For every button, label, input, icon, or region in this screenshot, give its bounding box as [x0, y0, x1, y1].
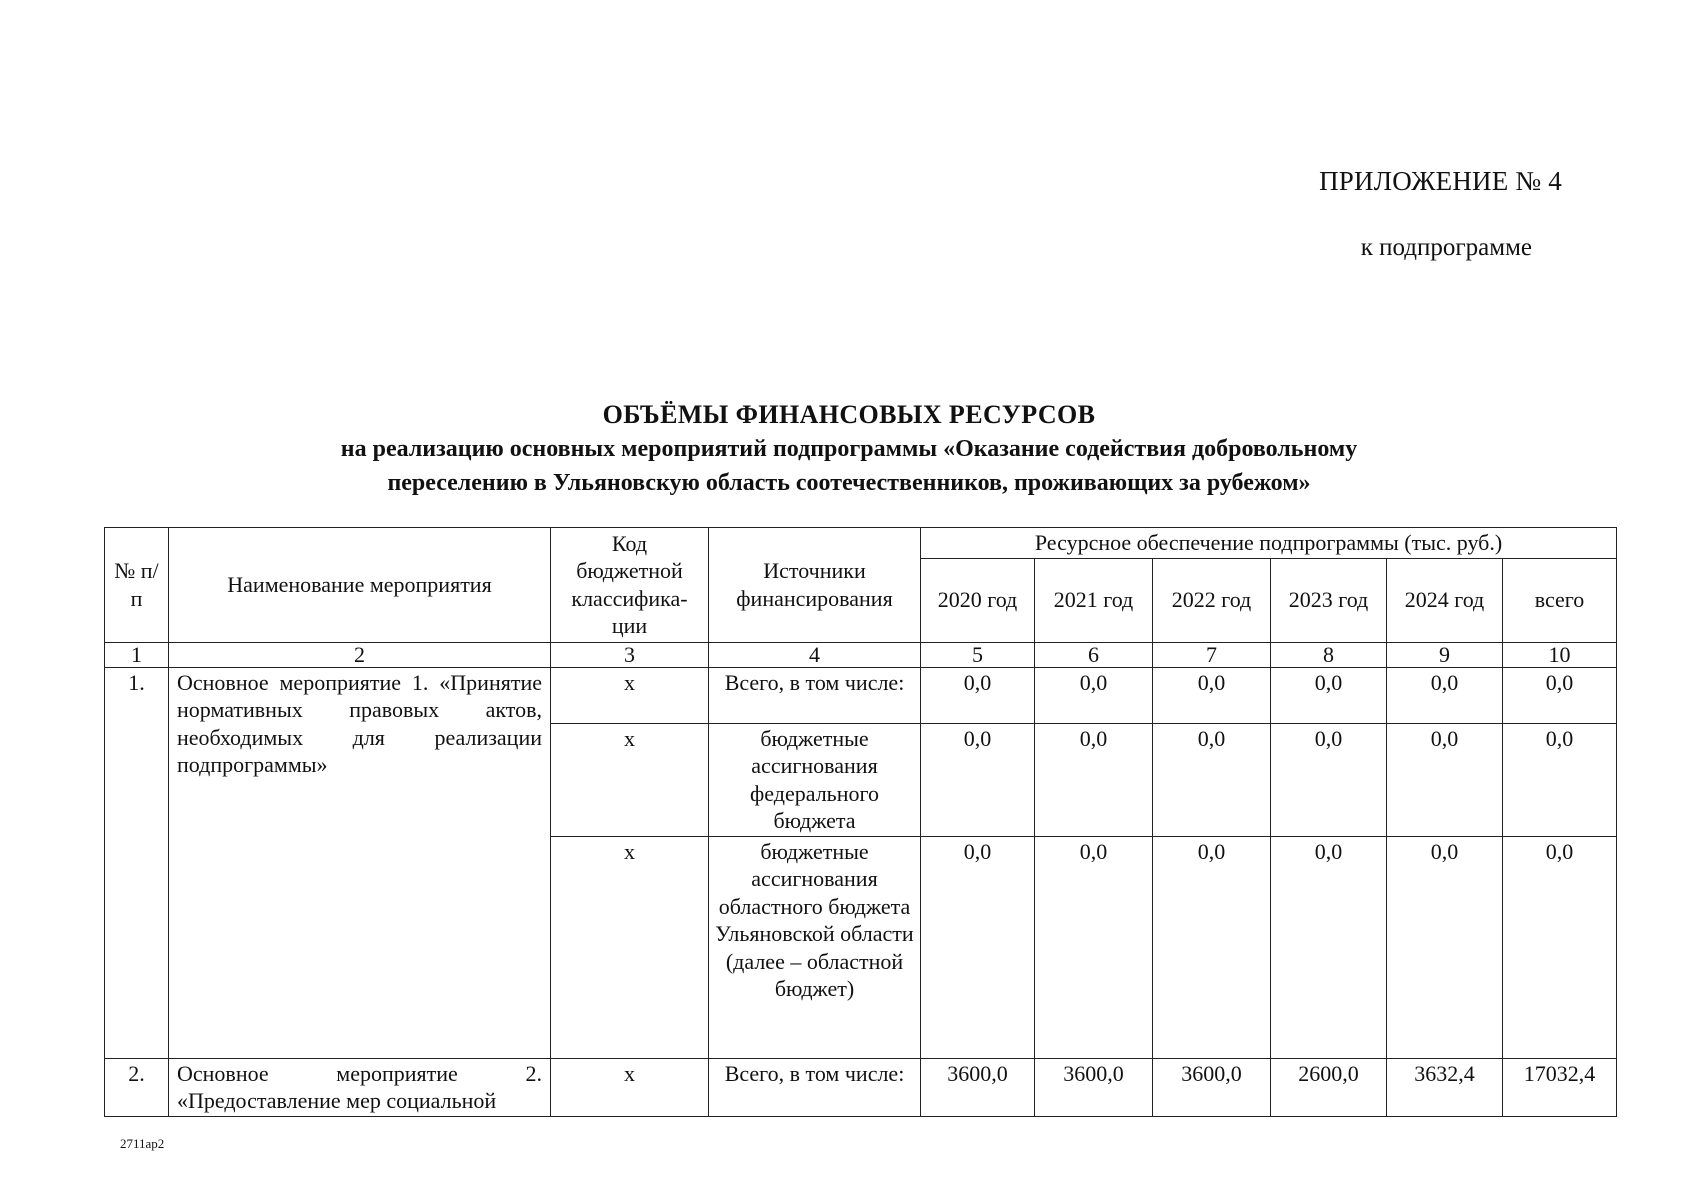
header-total: всего [1503, 558, 1617, 642]
kbk-cell: х [551, 667, 709, 723]
value-cell: 0,0 [921, 836, 1035, 1058]
value-cell: 3600,0 [921, 1058, 1035, 1116]
source-cell: Всего, в том числе: [709, 667, 921, 723]
column-number: 5 [921, 642, 1035, 667]
column-number: 4 [709, 642, 921, 667]
column-number: 7 [1153, 642, 1271, 667]
kbk-cell: х [551, 723, 709, 836]
kbk-cell: х [551, 1058, 709, 1116]
value-cell: 3600,0 [1153, 1058, 1271, 1116]
appendix-subtitle: к подпрограмме [1360, 234, 1532, 261]
header-year: 2020 год [921, 558, 1035, 642]
value-cell: 0,0 [1271, 723, 1387, 836]
column-number: 6 [1035, 642, 1153, 667]
column-number: 1 [105, 642, 169, 667]
heading-line-3: переселению в Ульяновскую область соотечественников, проживающих за рубежом» [387, 470, 1311, 496]
value-cell: 17032,4 [1503, 1058, 1617, 1116]
value-cell: 0,0 [1387, 667, 1503, 723]
heading-line-1: ОБЪЁМЫ ФИНАНСОВЫХ РЕСУРСОВ [602, 400, 1096, 429]
source-cell: бюджетные ассигнования федерального бюджета [709, 723, 921, 836]
value-cell: 0,0 [1271, 836, 1387, 1058]
table-row [105, 1058, 1617, 1116]
value-cell: 0,0 [921, 723, 1035, 836]
value-cell: 3600,0 [1035, 1058, 1153, 1116]
column-number: 8 [1271, 642, 1387, 667]
column-number: 2 [169, 642, 551, 667]
value-cell: 0,0 [1503, 836, 1617, 1058]
source-cell: Всего, в том числе: [709, 1058, 921, 1116]
value-cell: 0,0 [1387, 723, 1503, 836]
value-cell: 0,0 [1153, 667, 1271, 723]
financial-resources-table [104, 527, 1617, 1117]
header-resources: Ресурсное обеспечение подпрограммы (тыс. руб.) [921, 528, 1617, 559]
value-cell: 3632,4 [1387, 1058, 1503, 1116]
value-cell: 0,0 [1387, 836, 1503, 1058]
header-year: 2021 год [1035, 558, 1153, 642]
measure-name: Основное мероприятие 2. «Предоставление мер социальной [169, 1058, 551, 1116]
value-cell: 0,0 [1035, 836, 1153, 1058]
kbk-cell: х [551, 836, 709, 1058]
column-number: 10 [1503, 642, 1617, 667]
value-cell: 0,0 [1271, 667, 1387, 723]
row-number: 2. [105, 1058, 169, 1116]
column-number: 3 [551, 642, 709, 667]
appendix-title: ПРИЛОЖЕНИЕ № 4 [1319, 166, 1562, 196]
value-cell: 0,0 [1153, 836, 1271, 1058]
header-source: Источники финансирования [709, 528, 921, 643]
document-heading [0, 398, 1698, 500]
value-cell: 2600,0 [1271, 1058, 1387, 1116]
row-number: 1. [105, 667, 169, 1058]
source-cell: бюджетные ассигнования областного бюджета Ульяновской области (далее – областной бюджет) [709, 836, 921, 1058]
header-year: 2023 год [1271, 558, 1387, 642]
value-cell: 0,0 [1503, 667, 1617, 723]
column-number-row [105, 642, 1617, 667]
column-number: 9 [1387, 642, 1503, 667]
header-year: 2024 год [1387, 558, 1503, 642]
value-cell: 0,0 [921, 667, 1035, 723]
value-cell: 0,0 [1153, 723, 1271, 836]
value-cell: 0,0 [1503, 723, 1617, 836]
document-code: 2711ap2 [120, 1136, 165, 1151]
value-cell: 0,0 [1035, 723, 1153, 836]
value-cell: 0,0 [1035, 667, 1153, 723]
heading-line-2: на реализацию основных мероприятий подпрограммы «Оказание содействия добровольному [340, 436, 1358, 462]
header-name: Наименование мероприятия [169, 528, 551, 643]
table-row [105, 667, 1617, 723]
header-kbk: Код бюджетной классифика-ции [551, 528, 709, 643]
header-year: 2022 год [1153, 558, 1271, 642]
measure-name: Основное мероприятие 1. «Принятие нормативных правовых актов, необходимых для реализации подпрограммы» [169, 667, 551, 1058]
header-num: № п/п [105, 528, 169, 643]
